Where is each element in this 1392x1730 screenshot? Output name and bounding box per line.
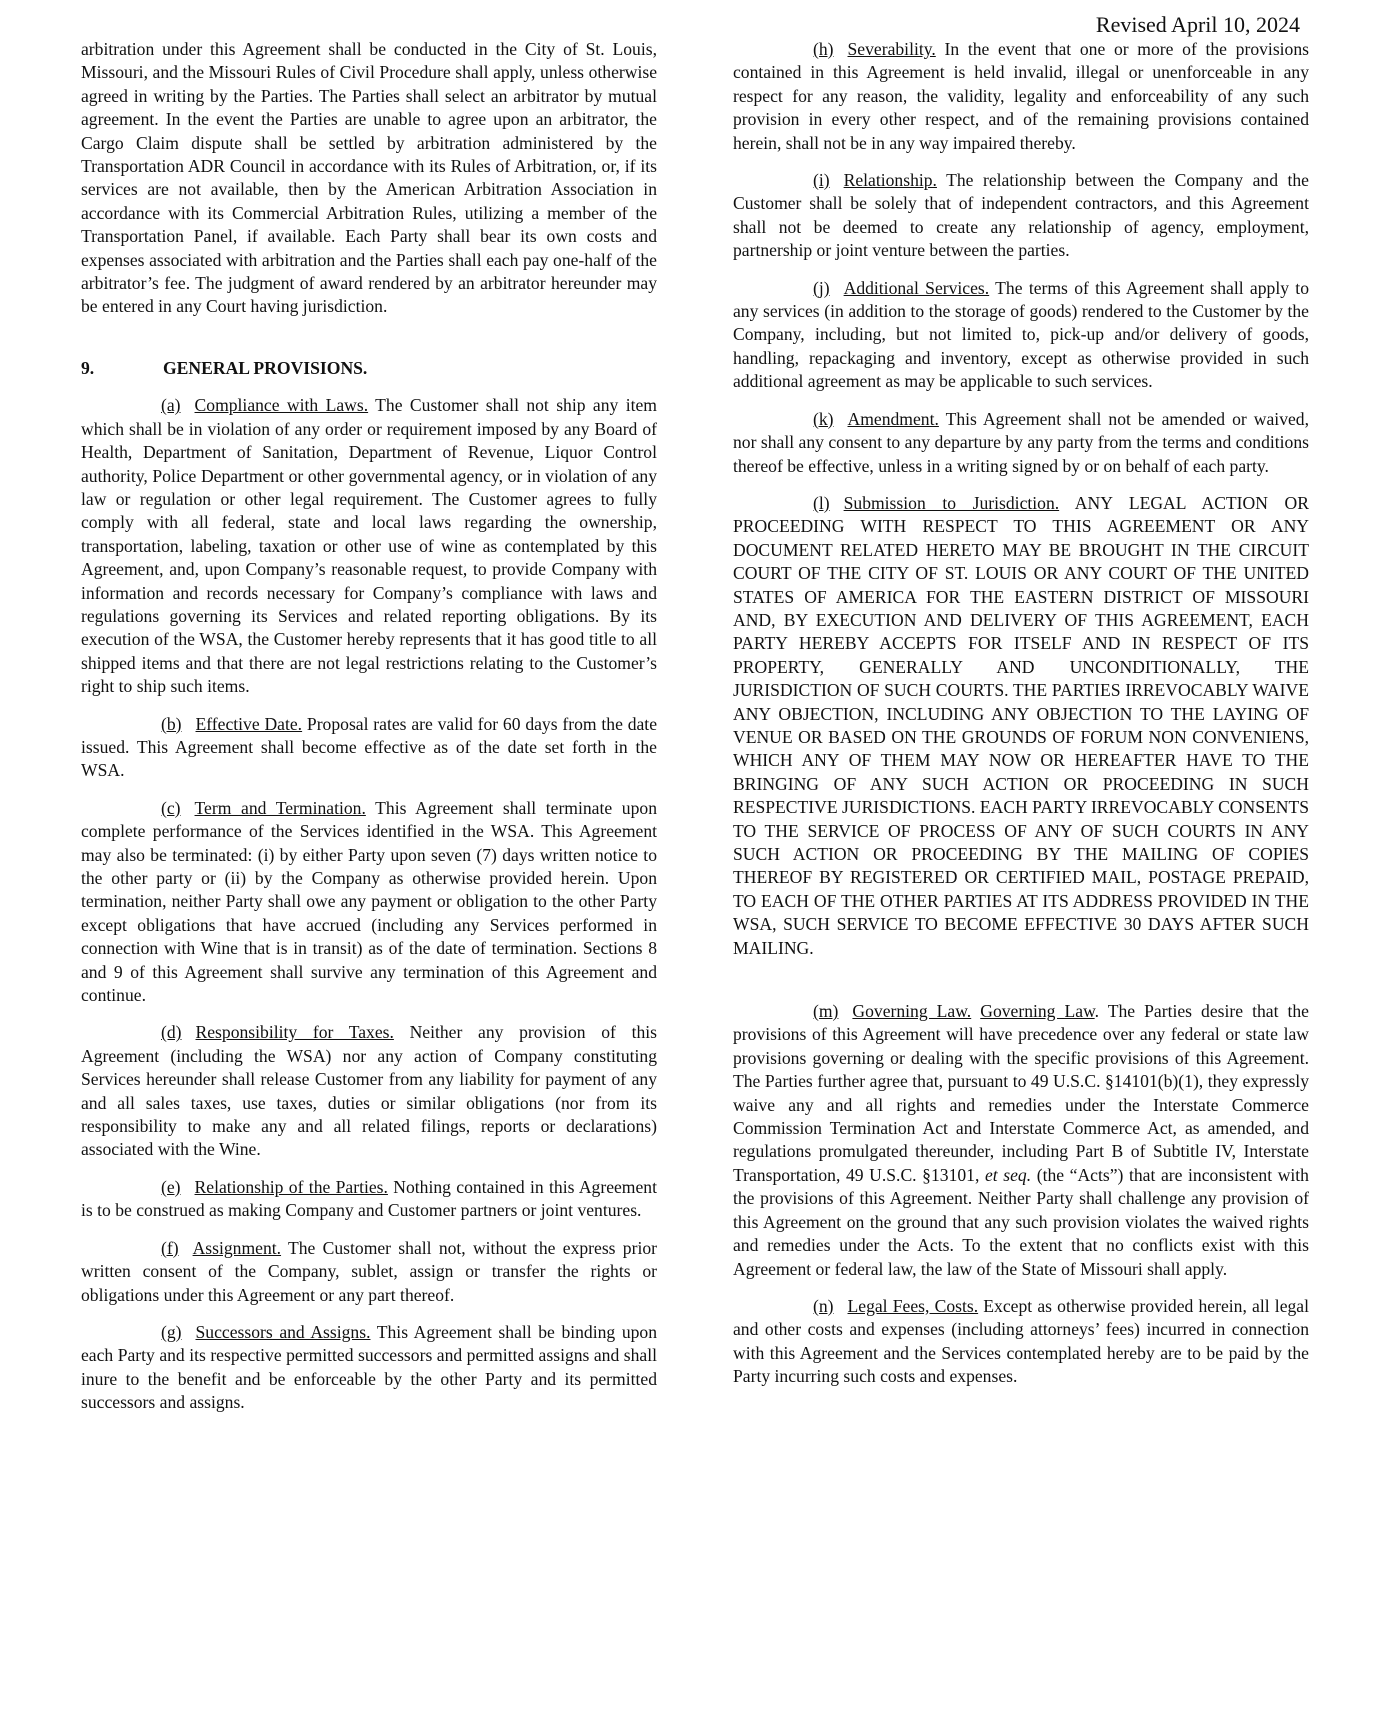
provision-j <box>733 277 1309 394</box>
provision-title: Amendment. <box>847 408 939 429</box>
provision-title: Legal Fees, Costs. <box>847 1295 979 1316</box>
provision-text: Proposal rates are valid for 60 days from the date issued. This Agreement shall become effective as of the date set forth in the WSA. <box>81 713 657 781</box>
provision-letter: (j) <box>813 277 830 298</box>
provision-text: In the event that one or more of the provisions contained in this Agreement is held invalid, illegal or unenforceable in any respect for any reason, the validity, legality and enforceability of any such provision in every other respect, and of the remaining provisions contained herein, shall not be in any way impaired thereby. <box>733 39 1309 153</box>
provision-title: Additional Services. <box>843 277 990 298</box>
provision-letter: (n) <box>813 1295 834 1316</box>
provision-text: ANY LEGAL ACTION OR PROCEEDING WITH RESPECT TO THIS AGREEMENT OR ANY DOCUMENT RELATED HERETO MAY BE BROUGHT IN THE CIRCUIT COURT OF THE CITY OF ST. LOUIS OR ANY COURT OF THE UNITED STATES OF AMERICA FOR THE EASTERN DISTRICT OF MISSOURI AND, BY EXECUTION AND DELIVERY OF THIS AGREEMENT, EACH PARTY HEREBY ACCEPTS FOR ITSELF AND IN RESPECT OF ITS PROPERTY, GENERALLY AND UNCONDITIONALLY, THE JURISDICTION OF SUCH COURTS. THE PARTIES IRREVOCABLY WAIVE ANY OBJECTION, INCLUDING ANY OBJECTION TO THE LAYING OF VENUE OR BASED ON THE GROUNDS OF FORUM NON CONVENIENS, WHICH ANY OF THEM MAY NOW OR HEREAFTER HAVE TO THE BRINGING OF ANY SUCH ACTION OR PROCEEDING IN SUCH RESPECTIVE JURISDICTIONS. EACH PARTY IRREVOCABLY CONSENTS TO THE SERVICE OF PROCESS OF ANY OF SUCH COURTS IN ANY SUCH ACTION OR PROCEEDING BY THE MAILING OF COPIES THEREOF BY REGISTERED OR CERTIFIED MAIL, POSTAGE PREPAID, TO EACH OF THE OTHER PARTIES AT ITS ADDRESS PROVIDED IN THE WSA, SUCH SERVICE TO BECOME EFFECTIVE 30 DAYS AFTER SUCH MAILING. <box>733 492 1309 958</box>
provision-text: This Agreement shall be binding upon each Party and its respective permitted successors and permitted assigns and shall inure to the benefit and be enforceable by the other Party and its permitted successors and assigns. <box>81 1321 658 1413</box>
provision-i <box>733 169 1309 263</box>
provision-letter: (d) <box>161 1022 182 1043</box>
provision-c <box>81 797 657 1008</box>
provision-g <box>81 1321 657 1415</box>
provision-text-continued: (the “Acts”) that are inconsistent with the provisions of this Agreement. Neither Party shall challenge any provision of this Agreement on the ground that any such provision violates the waived rights and remedies under the Acts. To the extent that no conflicts exist with this Agreement or federal law, the law of the State of Missouri shall apply. <box>733 1164 1309 1279</box>
provision-letter: (i) <box>813 170 830 191</box>
provision-k <box>733 408 1309 478</box>
provision-f <box>81 1237 657 1307</box>
provision-letter: (b) <box>161 713 182 734</box>
provision-text: The Customer shall not ship any item which shall be in violation of any order or requirement imposed by any Board of Health, Department of Sanitation, Department of Revenue, Liquor Control authority, Police Department or other governmental agency, or in violation of any law or regulation or other legal requirement. The Customer agrees to fully comply with all federal, state and local laws regarding the ownership, transportation, labeling, taxation or other use of wine as contemplated by this Agreement, and, upon Company’s reasonable request, to provide Company with information and records necessary for Company’s compliance with laws and regulations governing its Services and related reporting obligations. By its execution of the WSA, the Customer hereby represents that it has good title to all shipped items and that there are not legal restrictions relating to the Customer’s right to ship such items. <box>81 395 657 697</box>
provision-letter: (f) <box>161 1237 179 1258</box>
section-heading <box>81 357 657 380</box>
provision-title: Relationship. <box>843 170 937 191</box>
provision-title: Effective Date. <box>195 713 303 734</box>
provision-text: This Agreement shall terminate upon complete performance of the Services identified in the WSA. This Agreement may also be terminated: (i) by either Party upon seven (7) days written notice to the other party or (ii) by the Company as otherwise provided herein. Upon termination, neither Party shall owe any payment or obligation to the other Party except obligations that have accrued (including any Services performed in connection with Wine that is in transit) as of the date of termination. Sections 8 and 9 of this Agreement shall survive any termination of this Agreement and continue. <box>81 797 657 1006</box>
provision-title: Submission to Jurisdiction. <box>843 492 1060 513</box>
provision-d <box>81 1021 657 1161</box>
provision-letter: (k) <box>813 408 834 429</box>
provision-text: . The Parties desire that the provisions of this Agreement will have precedence over any federal or state law provisions governing or dealing with the specific provisions of this Agreement. The Parties further agree that, pursuant to 49 U.S.C. §14101(b)(1), they expressly waive any and all rights and remedies under the Interstate Commerce Commission Termination Act and Interstate Commerce Act, as amended, and regulations promulgated thereunder, including Part B of Subtitle IV, Interstate Transportation, 49 U.S.C. §13101, <box>733 1001 1309 1185</box>
provision-h <box>733 38 1309 155</box>
provision-letter: (h) <box>813 39 834 59</box>
provision-letter: (g) <box>161 1321 182 1342</box>
provision-e <box>81 1176 657 1223</box>
provision-l <box>733 492 1309 960</box>
provision-letter: (e) <box>161 1176 181 1197</box>
provision-title: Responsibility for Taxes. <box>195 1022 394 1043</box>
provision-letter: (l) <box>813 492 830 513</box>
provision-letter: (m) <box>813 1001 839 1022</box>
provision-m <box>733 1000 1309 1281</box>
provision-title: Relationship of the Parties. <box>194 1176 388 1197</box>
provision-title: Term and Termination. <box>194 797 366 818</box>
provision-text: The terms of this Agreement shall apply to any services (in addition to the storage of goods) rendered to the Customer by the Company, including, but not limited to, pick-up and/or delivery of goods, handling, repackaging and inventory, except as otherwise provided in such additional agreement as may be applicable to such services. <box>733 277 1309 392</box>
provision-letter: (a) <box>161 395 181 416</box>
section-title: GENERAL PROVISIONS. <box>163 357 368 378</box>
provision-title: Severability. <box>847 39 936 59</box>
arbitration-paragraph: arbitration under this Agreement shall be conducted in the City of St. Louis, Missouri, and the Missouri Rules of Civil Procedure shall apply, unless otherwise agreed in writing by the Parties. The Parties shall select an arbitrator by mutual agreement. In the event the Parties are unable to agree upon an arbitrator, the Cargo Claim dispute shall be settled by arbitration administered by the Transportation ADR Council in accordance with its Rules of Arbitration, or, if its services are not available, then by the American Arbitration Association in accordance with its Commercial Arbitration Rules, utilizing a member of the Transportation Panel, if available. Each Party shall bear its own costs and expenses associated with arbitration and the Parties shall each pay one-half of the arbitrator’s fee. The judgment of award rendered by an arbitrator hereunder may be entered in any Court having jurisdiction. <box>81 39 657 317</box>
provision-text: The Customer shall not, without the express prior written consent of the Company, sublet, assign or transfer the rights or obligations under this Agreement or any part thereof. <box>81 1237 657 1305</box>
provision-title-repeat: Governing Law <box>980 1001 1095 1022</box>
right-column <box>733 38 1309 1403</box>
provision-letter: (c) <box>161 797 181 818</box>
provision-title: Assignment. <box>192 1237 282 1258</box>
provision-text: Nothing contained in this Agreement is to be construed as making Company and Customer partners or joint ventures. <box>81 1176 657 1221</box>
provision-text: Neither any provision of this Agreement (including the WSA) nor any action of Company constituting Services hereunder shall release Customer from any liability for payment of any and all sales taxes, use taxes, duties or similar obligations (nor from its responsibility to make any and all related filings, reports or declarations) associated with the Wine. <box>81 1022 657 1160</box>
provision-title: Successors and Assigns. <box>195 1321 371 1342</box>
section-number: 9. <box>81 357 95 378</box>
provision-text: Except as otherwise provided herein, all legal and other costs and expenses (including attorneys’ fees) incurred in connection with this Agreement and the Services contemplated hereby are to be paid by the Party incurring such costs and expenses. <box>733 1295 1309 1387</box>
provision-title: Compliance with Laws. <box>194 395 369 416</box>
revision-date: Revised April 10, 2024 <box>1095 12 1300 37</box>
provision-a <box>81 394 657 698</box>
provision-b <box>81 713 657 783</box>
provision-n <box>733 1295 1309 1389</box>
left-column <box>81 38 657 1429</box>
provision-text: The relationship between the Company and the Customer shall be solely that of independent contractors, and this Agreement shall not be deemed to create any relationship of agency, employment, partnership or joint venture between the parties. <box>733 170 1309 261</box>
provision-italic: et seq. <box>984 1164 1032 1185</box>
provision-text: This Agreement shall not be amended or waived, nor shall any consent to any departure by any party from the terms and conditions thereof be effective, unless in a writing signed by or on behalf of each party. <box>733 408 1309 476</box>
provision-title: Governing Law. <box>852 1001 972 1022</box>
